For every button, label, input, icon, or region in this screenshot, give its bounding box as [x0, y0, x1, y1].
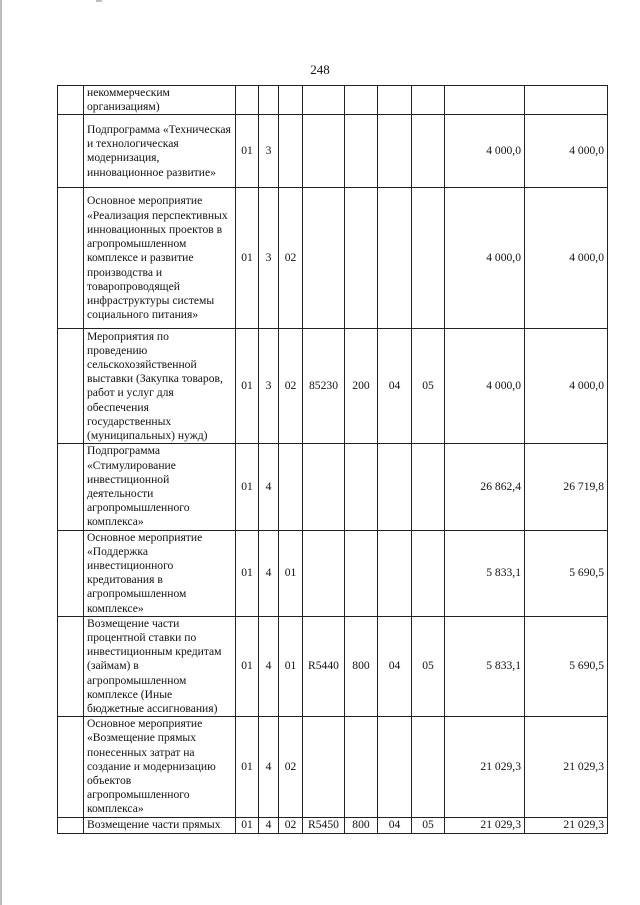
program-code-cell: 01	[236, 717, 259, 817]
expense-type-cell: 800	[345, 616, 378, 716]
subprogram-code-cell	[259, 86, 279, 115]
program-code-cell: 01	[236, 329, 259, 444]
amount-year1-cell	[445, 86, 525, 115]
item-name-cell: некоммерческим организациям)	[84, 86, 236, 115]
subprogram-code-cell: 3	[259, 188, 279, 329]
direction-code-cell	[303, 115, 345, 188]
scan-edge-mark	[0, 0, 2, 905]
item-name-cell: Основное мероприятие «Поддержка инвестиционного кредитования в агропромышленном комплексе»	[84, 530, 236, 616]
direction-code-cell	[303, 188, 345, 329]
activity-code-cell: 02	[279, 329, 303, 444]
expense-type-cell	[345, 188, 378, 329]
amount-year2-cell: 4 000,0	[525, 115, 608, 188]
row-index-cell	[58, 329, 84, 444]
row-index-cell	[58, 616, 84, 716]
row-index-cell	[58, 188, 84, 329]
page-number: 248	[310, 62, 330, 77]
budget-table	[57, 85, 608, 834]
table-row	[58, 444, 608, 530]
item-name-cell: Возмещение части процентной ставки по инвестиционным кредитам (займам) в агропромышленном комплексе (Иные бюджетные ассигнования)	[84, 616, 236, 716]
amount-year2-cell: 21 029,3	[525, 817, 608, 833]
subsection-code-cell	[412, 115, 445, 188]
subprogram-code-cell: 4	[259, 444, 279, 530]
table-row	[58, 86, 608, 115]
subprogram-code-cell: 3	[259, 329, 279, 444]
program-code-cell: 01	[236, 188, 259, 329]
activity-code-cell	[279, 444, 303, 530]
amount-year2-cell: 4 000,0	[525, 329, 608, 444]
subsection-code-cell	[412, 530, 445, 616]
section-code-cell	[378, 188, 412, 329]
amount-year1-cell: 5 833,1	[445, 616, 525, 716]
activity-code-cell: 02	[279, 188, 303, 329]
amount-year1-cell: 4 000,0	[445, 329, 525, 444]
activity-code-cell: 02	[279, 817, 303, 833]
amount-year1-cell: 4 000,0	[445, 115, 525, 188]
subsection-code-cell	[412, 86, 445, 115]
subsection-code-cell: 05	[412, 329, 445, 444]
expense-type-cell	[345, 444, 378, 530]
table-row	[58, 717, 608, 817]
table-row	[58, 530, 608, 616]
direction-code-cell: R5440	[303, 616, 345, 716]
row-index-cell	[58, 530, 84, 616]
item-name-cell: Основное мероприятие «Реализация перспективных инновационных проектов в агропромышленном комплексе и развитие производства и товаропроводящей инфраструктуры системы социального питания»	[84, 188, 236, 329]
expense-type-cell	[345, 115, 378, 188]
program-code-cell: 01	[236, 616, 259, 716]
row-index-cell	[58, 444, 84, 530]
expense-type-cell: 200	[345, 329, 378, 444]
program-code-cell: 01	[236, 115, 259, 188]
section-code-cell	[378, 115, 412, 188]
subprogram-code-cell: 4	[259, 717, 279, 817]
activity-code-cell: 01	[279, 530, 303, 616]
section-code-cell: 04	[378, 616, 412, 716]
item-name-cell: Основное мероприятие «Возмещение прямых понесенных затрат на создание и модернизацию объектов агропромышленного комплекса»	[84, 717, 236, 817]
item-name-cell: Возмещение части прямых	[84, 817, 236, 833]
direction-code-cell	[303, 530, 345, 616]
row-index-cell	[58, 86, 84, 115]
subprogram-code-cell: 4	[259, 817, 279, 833]
expense-type-cell	[345, 717, 378, 817]
amount-year2-cell: 26 719,8	[525, 444, 608, 530]
direction-code-cell	[303, 444, 345, 530]
activity-code-cell: 01	[279, 616, 303, 716]
expense-type-cell	[345, 530, 378, 616]
item-name-cell: Подпрограмма «Техническая и технологическая модернизация, инновационное развитие»	[84, 115, 236, 188]
direction-code-cell: R5450	[303, 817, 345, 833]
expense-type-cell: 800	[345, 817, 378, 833]
activity-code-cell	[279, 86, 303, 115]
subprogram-code-cell: 4	[259, 530, 279, 616]
subsection-code-cell	[412, 444, 445, 530]
table-row	[58, 188, 608, 329]
table-row	[58, 329, 608, 444]
row-index-cell	[58, 115, 84, 188]
scan-edge-mark	[96, 0, 102, 2]
program-code-cell	[236, 86, 259, 115]
direction-code-cell	[303, 717, 345, 817]
section-code-cell: 04	[378, 329, 412, 444]
amount-year1-cell: 21 029,3	[445, 817, 525, 833]
subsection-code-cell: 05	[412, 817, 445, 833]
table-row	[58, 817, 608, 833]
subsection-code-cell: 05	[412, 616, 445, 716]
subsection-code-cell	[412, 188, 445, 329]
direction-code-cell	[303, 86, 345, 115]
program-code-cell: 01	[236, 444, 259, 530]
amount-year2-cell: 5 690,5	[525, 616, 608, 716]
expense-type-cell	[345, 86, 378, 115]
section-code-cell	[378, 444, 412, 530]
section-code-cell	[378, 86, 412, 115]
section-code-cell: 04	[378, 817, 412, 833]
amount-year1-cell: 26 862,4	[445, 444, 525, 530]
subprogram-code-cell: 3	[259, 115, 279, 188]
item-name-cell: Подпрограмма «Стимулирование инвестиционной деятельности агропромышленного комплекса»	[84, 444, 236, 530]
amount-year1-cell: 4 000,0	[445, 188, 525, 329]
amount-year1-cell: 21 029,3	[445, 717, 525, 817]
section-code-cell	[378, 717, 412, 817]
amount-year2-cell	[525, 86, 608, 115]
item-name-cell: Мероприятия по проведению сельскохозяйственной выставки (Закупка товаров, работ и услуг для обеспечения государственных (муниципальных) нужд)	[84, 329, 236, 444]
program-code-cell: 01	[236, 817, 259, 833]
table-row	[58, 616, 608, 716]
activity-code-cell: 02	[279, 717, 303, 817]
subsection-code-cell	[412, 717, 445, 817]
amount-year2-cell: 21 029,3	[525, 717, 608, 817]
amount-year1-cell: 5 833,1	[445, 530, 525, 616]
row-index-cell	[58, 817, 84, 833]
section-code-cell	[378, 530, 412, 616]
amount-year2-cell: 4 000,0	[525, 188, 608, 329]
subprogram-code-cell: 4	[259, 616, 279, 716]
table-row	[58, 115, 608, 188]
row-index-cell	[58, 717, 84, 817]
activity-code-cell	[279, 115, 303, 188]
program-code-cell: 01	[236, 530, 259, 616]
amount-year2-cell: 5 690,5	[525, 530, 608, 616]
direction-code-cell: 85230	[303, 329, 345, 444]
